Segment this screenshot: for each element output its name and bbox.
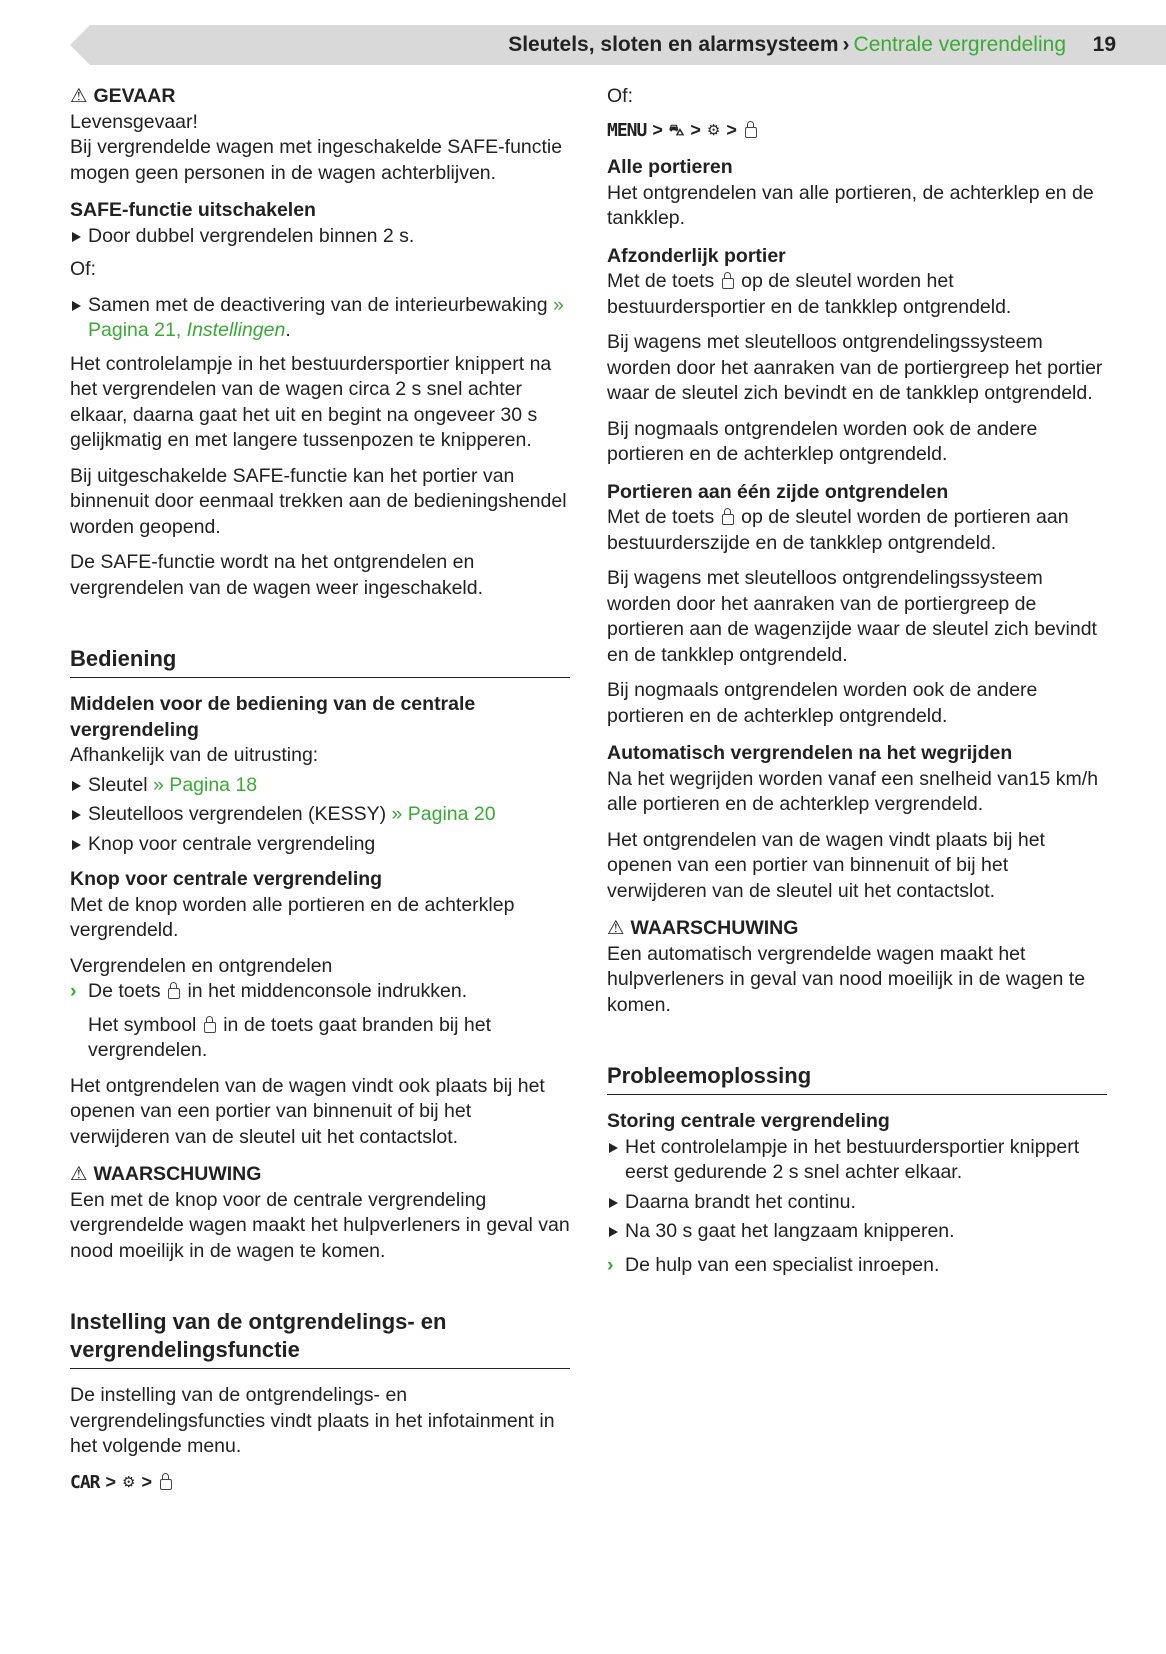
safe-off-or: Of: bbox=[70, 258, 97, 280]
danger-subtitle: Levensgevaar! bbox=[70, 110, 198, 133]
settings-gear-icon: ⚙ bbox=[122, 1473, 136, 1491]
zijde-title: Portieren aan één zijde ontgrendelen bbox=[607, 480, 949, 503]
list-item: Knop voor centrale vergrendeling bbox=[70, 832, 570, 858]
afz-again: Bij nogmaals ontgrendelen worden ook de andere portieren en de achterklep ontgrendeld. bbox=[607, 417, 1038, 465]
menu-label: MENU bbox=[607, 119, 647, 141]
auto-text: Na het wegrijden worden vanaf een snelheid van15 km/h alle portieren en de achterklep vergrendeld. bbox=[607, 767, 1099, 815]
breadcrumb-section: Sleutels, sloten en alarmsysteem bbox=[508, 33, 839, 56]
zijde-text: Met de toets op de sleutel worden de portieren aan bestuurderszijde en de tankklep ontgrendeld. bbox=[607, 506, 1069, 554]
alle-text: Het ontgrendelen van alle portieren, de achterklep en de tankklep. bbox=[607, 181, 1094, 229]
step-arrow-icon: › bbox=[607, 1253, 614, 1276]
warning-heading: ⚠ WAARSCHUWING bbox=[607, 917, 799, 939]
ontgr-text: Het ontgrendelen van de wagen vindt ook plaats bij het openen van een portier van binnenuit of bij het verwijderen van de sleutel uit het contactslot. bbox=[70, 1074, 545, 1148]
safe-off-title: SAFE-functie uitschakelen bbox=[70, 199, 316, 221]
alt-or: Of: bbox=[607, 85, 634, 107]
list-item: Na 30 s gaat het langzaam knipperen. bbox=[607, 1219, 1107, 1245]
list-item: Sleutelloos vergrendelen (KESSY) » Pagina 20 bbox=[70, 802, 570, 828]
menu-path: MENU > ⛍ > ⚙ > bbox=[607, 118, 1107, 144]
zijde-again: Bij nogmaals ontgrendelen worden ook de andere portieren en de achterklep ontgrendeld. bbox=[607, 679, 1038, 727]
unlock-icon bbox=[722, 514, 734, 525]
knop-title: Knop voor centrale vergrendeling bbox=[70, 868, 383, 890]
knop-text: Met de knop worden alle portieren en de achterklep vergrendeld. bbox=[70, 893, 515, 941]
safe-open-text: Bij uitgeschakelde SAFE-functie kan het portier van binnenuit door eenmaal trekken aan de bedieningshendel worden geopend. bbox=[70, 464, 567, 538]
symbool-text: Het symbool in de toets gaat branden bij het vergrendelen. bbox=[88, 1013, 492, 1061]
list-item: Het controlelampje in het bestuurdersportier knippert eerst gedurende 2 s snel achter elkaar. bbox=[607, 1135, 1107, 1186]
breadcrumb-separator: › bbox=[842, 33, 850, 56]
lamp-text: Het controlelampje in het bestuurdersportier knippert na het vergrendelen van de wagen circa 2 s snel achter elkaar, daarna gaat het uit en begint na ongeveer 30 s gelijkmatig en met langere tussenpozen te knipperen. bbox=[70, 352, 552, 451]
lock-icon bbox=[204, 1022, 216, 1033]
instelling-text: De instelling van de ontgrendelings- en vergrendelingsfuncties vindt plaats in het infotainment in het volgende menu. bbox=[70, 1384, 555, 1457]
vo-step: › De toets in het middenconsole indrukken. bbox=[70, 979, 570, 1005]
safe-off-bullet: Door dubbel vergrendelen binnen 2 s. bbox=[70, 224, 570, 250]
breadcrumb-current: Centrale vergrendeling bbox=[853, 33, 1066, 56]
section-instelling: Instelling van de ontgrendelings- en vergrendelingsfunctie bbox=[70, 1308, 570, 1369]
danger-text: Bij vergrendelde wagen met ingeschakelde SAFE-functie mogen geen personen in de wagen achterblijven. bbox=[70, 136, 563, 184]
lock-icon bbox=[160, 1479, 172, 1490]
middelen-sub: Afhankelijk van de uitrusting: bbox=[70, 744, 319, 766]
page-link[interactable]: » Pagina 18 bbox=[153, 773, 258, 796]
alle-title: Alle portieren bbox=[607, 156, 733, 178]
section-probleem: Probleemoplossing bbox=[607, 1062, 1107, 1095]
left-column bbox=[70, 84, 570, 1507]
section-bediening: Bediening bbox=[70, 645, 570, 678]
list-item: Daarna brandt het continu. bbox=[607, 1190, 1107, 1216]
afz-title: Afzonderlijk portier bbox=[607, 244, 786, 267]
step-arrow-icon: › bbox=[70, 980, 77, 1002]
car-label: CAR bbox=[70, 1471, 100, 1493]
warning-triangle-icon: ⚠ bbox=[607, 917, 625, 939]
auto-title: Automatisch vergrendelen na het wegrijden bbox=[607, 742, 1013, 764]
right-column bbox=[607, 84, 1107, 1286]
warning-text: Een met de knop voor de centrale vergrendeling vergrendelde wagen maakt het hulpverleners in geval van nood moeilijk in de wagen te komen. bbox=[70, 1188, 570, 1262]
zijde-kessy: Bij wagens met sleutelloos ontgrendelingssysteem worden door het aanraken van de portiergreep de portieren aan de wagenzijde waar de sleutel zich bevindt en de tankklep ontgrendeld. bbox=[607, 567, 1097, 666]
lock-icon bbox=[745, 127, 757, 138]
page-link[interactable]: » Pagina 21, Instellingen bbox=[88, 293, 564, 341]
breadcrumb bbox=[508, 33, 1066, 57]
afz-text: Met de toets op de sleutel worden het bestuurdersportier en de tankklep ontgrendeld. bbox=[607, 270, 1012, 318]
warning-triangle-icon: ⚠ bbox=[70, 85, 88, 107]
page-link[interactable]: » Pagina 20 bbox=[391, 803, 496, 825]
page-number: 19 bbox=[1092, 33, 1116, 56]
action-step: › De hulp van een specialist inroepen. bbox=[607, 1253, 1107, 1279]
middelen-title: Middelen voor de bediening van de centrale vergrendeling bbox=[70, 693, 476, 741]
warning-text: Een automatisch vergrendelde wagen maakt het hulpverleners in geval van nood moeilijk in de wagen te komen. bbox=[607, 942, 1086, 1016]
vo-title: Vergrendelen en ontgrendelen bbox=[70, 954, 333, 977]
warning-triangle-icon: ⚠ bbox=[70, 1163, 88, 1185]
auto-ontgr: Het ontgrendelen van de wagen vindt plaats bij het openen van een portier van binnenuit of bij het verwijderen van de sleutel uit het contactslot. bbox=[607, 828, 1045, 902]
car-icon: ⛍ bbox=[668, 121, 685, 139]
lock-icon bbox=[168, 988, 180, 999]
settings-gear-icon: ⚙ bbox=[706, 121, 721, 139]
afz-kessy: Bij wagens met sleutelloos ontgrendelingssysteem worden door het aanraken van de portiergreep het portier waar de sleutel zich bevindt en de tankklep ontgrendeld. bbox=[607, 331, 1103, 404]
danger-heading: ⚠ GEVAAR bbox=[70, 85, 176, 107]
warning-heading: ⚠ WAARSCHUWING bbox=[70, 1163, 262, 1185]
safe-reon-text: De SAFE-functie wordt na het ontgrendelen en vergrendelen van de wagen weer ingeschakeld. bbox=[70, 551, 484, 599]
safe-off-bullet-2: Samen met de deactivering van de interieurbewaking » Pagina 21, Instellingen. bbox=[70, 293, 570, 344]
list-item: Sleutel » Pagina 18 bbox=[70, 773, 570, 799]
storing-title: Storing centrale vergrendeling bbox=[607, 1110, 890, 1132]
unlock-icon bbox=[722, 278, 734, 289]
car-menu-path: CAR > ⚙ > bbox=[70, 1470, 570, 1496]
